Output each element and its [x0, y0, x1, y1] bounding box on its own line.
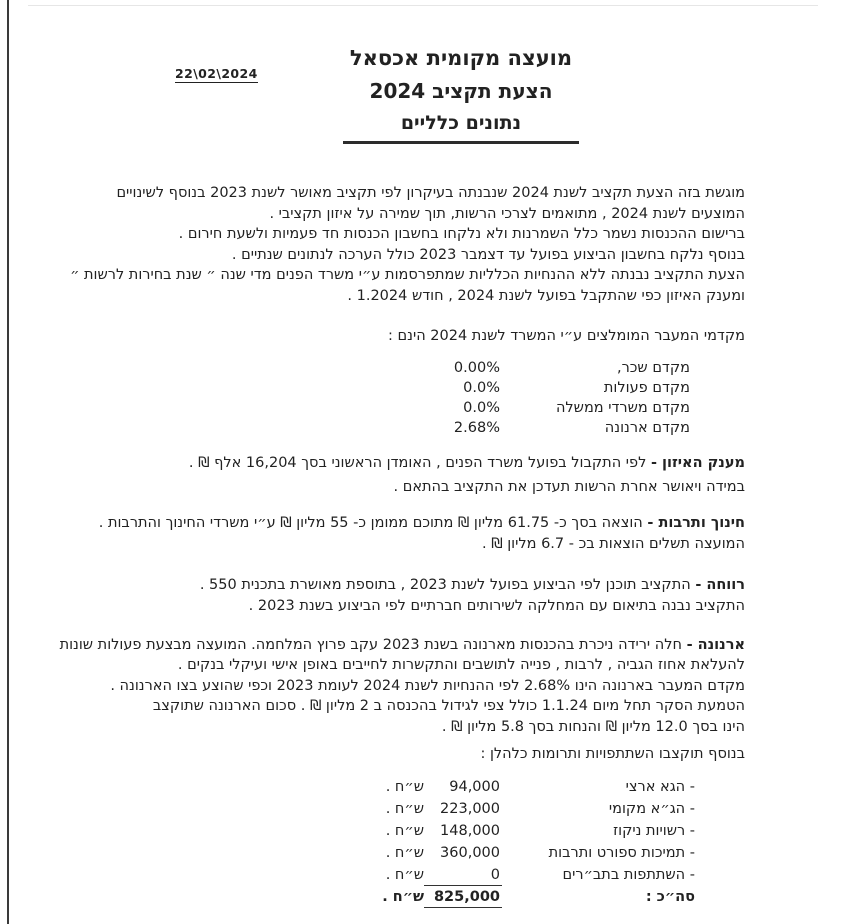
- section-line: במידה ויאושר אחרת הרשות תעדכן את התקציב בהתאם .: [393, 479, 745, 495]
- section-line: [60, 635, 745, 656]
- coefficient-value: 0.0%: [463, 379, 500, 396]
- section-lead: ארנונה -: [686, 636, 745, 653]
- council-title: מועצה מקומית אכסאל: [349, 46, 573, 70]
- contribution-amount: 94,000: [449, 778, 500, 795]
- date-stamp: 22\02\2024: [175, 66, 258, 81]
- contribution-amount: 360,000: [440, 844, 500, 861]
- intro-paragraph: [60, 183, 745, 306]
- coefficient-label: מקדם פעולות: [603, 379, 690, 396]
- section-text: התקציב תוכנן לפי הביצוע בפועל לשנת 2023 , בתוספת מאושרת בתכנית 550 .: [199, 576, 691, 593]
- budget-proposal-title: הצעת תקציב 2024: [369, 79, 553, 103]
- section-line: הטמעת הסקר תחל מיום 1.1.24 כולל צפי לגידול בהכנסה ב 2 מליון ₪ . סכום הארנונה שתוקצב: [152, 698, 745, 715]
- contribution-amount: 223,000: [440, 800, 500, 817]
- paragraph-line: ברישום ההכנסות נשמר כלל השמרנות ולא נלקחו בחשבון הכנסות חד פעמיות ולשעת חירום .: [178, 226, 745, 242]
- document-body: [60, 183, 745, 909]
- contribution-currency: ש״ח .: [385, 778, 424, 795]
- contribution-row: [60, 799, 695, 821]
- section-text: הוצאה בסך כ- 61.75 מליון ₪ מתוכם ממומן כ- 55 מליון ₪ ע״י משרדי החינוך והתרבות .: [98, 514, 643, 531]
- paragraph-line: מוגשת בזה הצעת תקציב לשנת 2024 שנבנתה בעיקרון לפי תקציב מאושר לשנת 2023 בנוסף לשינויים: [116, 185, 745, 201]
- section-line: הינו בסך 12.0 מליון ₪ והנחות בסך 5.8 מליון ₪ .: [441, 718, 745, 735]
- section-arnona: [60, 635, 745, 738]
- section-line: [60, 451, 745, 476]
- section-lead: רווחה -: [695, 576, 745, 593]
- coefficients-header: מקדמי המעבר המומלצים ע״י המשרד לשנת 2024 הינם :: [388, 328, 745, 344]
- coefficient-value: 0.0%: [463, 399, 500, 416]
- title-underline-rule: [343, 141, 579, 144]
- contributions-intro: בנוסף תוקצבו השתתפויות ותרומות כלהלן :: [480, 746, 745, 763]
- section-line: מקדם המעבר בארנונה הינו 2.68% לפי ההנחיות לשנת 2024 לעומת 2023 וכפי שהוצע בצו הארנונה .: [110, 677, 745, 694]
- coefficient-label: מקדם משרדי ממשלה: [555, 399, 690, 416]
- section-education-culture: [60, 513, 745, 556]
- total-label: סה״כ :: [645, 888, 695, 905]
- contributions-table: [60, 777, 745, 909]
- coefficient-label: מקדם ארנונה: [604, 419, 690, 436]
- coefficient-label: מקדם שכר,: [616, 359, 690, 376]
- contribution-row: [60, 777, 695, 799]
- coefficient-value: 0.00%: [453, 359, 500, 376]
- coefficient-row: [60, 378, 690, 398]
- contribution-row: [60, 821, 695, 843]
- contributions-total-row: [60, 887, 695, 909]
- contribution-label: - הג״א מקומי: [608, 800, 695, 817]
- contribution-currency: ש״ח .: [385, 844, 424, 861]
- paragraph-line: המוצעים לשנת 2024 , מתואמים לצרכי הרשות, תוך שמירה על איזון תקציבי .: [269, 205, 745, 222]
- contribution-currency: ש״ח .: [385, 800, 424, 817]
- total-amount: 825,000: [424, 887, 502, 909]
- contribution-row: [60, 843, 695, 865]
- paragraph-line: בנוסף נלקח בחשבון הביצוע בפועל עד דצמבר 2023 כולל הערכה לנתונים שנתיים .: [231, 246, 745, 263]
- page-left-margin-rule: [7, 0, 9, 924]
- section-line: המועצה תשלים הוצאות בכ - 6.7 מליון ₪ .: [482, 536, 745, 552]
- page-top-scan-edge: [28, 5, 818, 6]
- contribution-label: - הגא ארצי: [625, 778, 695, 795]
- coefficients-table: [60, 358, 745, 438]
- section-text: לפי התקבול בפועל משרד הפנים , האומדן הראשוני בסך 16,204 אלף ₪ .: [188, 454, 647, 471]
- contribution-amount: 0: [424, 865, 502, 887]
- contribution-row: [60, 865, 695, 887]
- section-line: [60, 575, 745, 597]
- section-balance-grant: [60, 451, 745, 500]
- coefficient-row: [60, 358, 690, 378]
- paragraph-line: ומענק האיזון כפי שהתקבל בפועל לשנת 2024 , חודש 1.2024 .: [347, 287, 745, 304]
- coefficient-row: [60, 398, 690, 418]
- contribution-amount: 148,000: [440, 822, 500, 839]
- coefficient-value: 2.68%: [453, 419, 500, 436]
- document-header: [343, 46, 579, 144]
- contribution-currency: ש״ח .: [385, 866, 424, 883]
- contribution-label: - רשויות ניקוז: [613, 822, 695, 839]
- general-data-subtitle: נתונים כלליים: [400, 112, 522, 134]
- section-welfare: [60, 575, 745, 618]
- total-currency: ש״ח .: [382, 888, 424, 905]
- paragraph-line: הצעת התקציב נבנתה ללא ההנחיות הכלליות שמתפרסמות ע״י משרד הפנים מדי שנה ״ שנת בחירות לרשות ״: [70, 267, 745, 283]
- section-lead: חינוך ותרבות -: [647, 514, 745, 531]
- section-line: [60, 513, 745, 535]
- contribution-currency: ש״ח .: [385, 822, 424, 839]
- section-text: חלה ירידה ניכרת בהכנסות מארנונה בשנת 2023 עקב פרוץ המלחמה. המועצה מבצעת פעולות שונות: [59, 636, 682, 653]
- section-line: התקציב נבנה בתיאום עם המחלקה לשירותים חברתיים לפי הביצוע בשנת 2023 .: [248, 598, 745, 614]
- contribution-label: - השתתפות בתב״רים: [562, 866, 695, 883]
- contribution-label: - תמיכות ספורט ותרבות: [548, 844, 695, 861]
- coefficient-row: [60, 418, 690, 438]
- section-lead: מענק האיזון -: [650, 454, 745, 471]
- section-line: להעלאת אחוז הגביה , לרבות , פנייה לתושבים והתקשרות לחייבים באופן אישי ועיקלי בנקים .: [177, 657, 745, 674]
